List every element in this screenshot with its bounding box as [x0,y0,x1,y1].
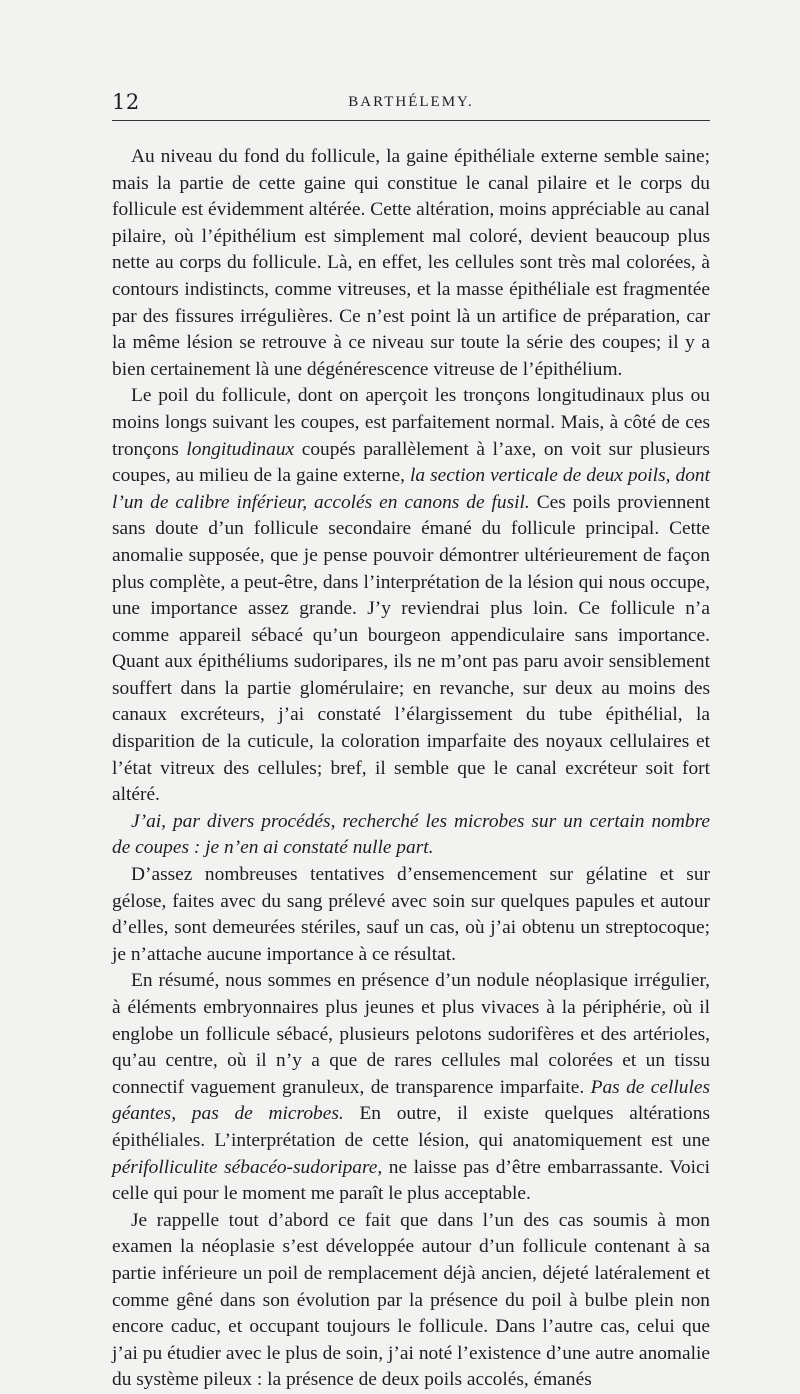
italic-run: longitudinaux [186,438,295,460]
italic-run: la section verticale de deux poils, dont l’un de calibre inférieur, accolés en canons de fusil. [112,465,710,513]
page-header [112,90,710,122]
page-number: 12 [112,90,140,114]
running-head: BARTHÉLEMY. [348,94,474,110]
header-rule [112,120,710,121]
paragraph [112,1208,710,1394]
paragraph [112,383,710,809]
italic-run: périfolliculite sébacéo-sudoripare, [112,1156,383,1178]
text-run: ne laisse pas d’être embarrassante. Voici celle qui pour le moment me paraît le plus acceptable. [112,1156,710,1205]
italic-run: Pas de cellules géantes, pas de microbes. [112,1076,711,1125]
text-run: Je rappelle tout d’abord ce fait que dans l’un des cas soumis à mon examen la néoplasie s’est développée autour d’un follicule contenant à sa partie inférieure un poil de remplacement déjà ancien, déjeté latéralement et comme gêné dans son évolution par la présence du poil à bulbe plein non encore caduc, et occupant toujours le follicule. Dans l’autre cas, celui que j’ai pu étudier avec le plus de soin, j’ai noté l’existence d’une autre anomalie du système pileux : la présence de deux poils accolés, émanés [112,1209,710,1391]
text-run: En outre, il existe quelques altérations épithéliales. L’interprétation de cette lésion, qui anatomiquement est une [112,1103,710,1151]
text-run: Au niveau du fond du follicule, la gaine épithéliale externe semble saine; mais la partie de cette gaine qui constitue le canal pilaire et le corps du follicule est évidemment altérée. Cette altération, moins appréciable au canal pilaire, où l’épithélium est simplement mal coloré, devient beaucoup plus nette au corps du follicule. Là, en effet, les cellules sont très mal colorées, à contours indistincts, comme vitreuses, et la masse épithéliale est fragmentée par des fissures irrégulières. Ce n’est point là un artifice de préparation, car la même lésion se retrouve à ce niveau sur toute la série des coupes; il y a bien certainement là une dégénérescence vitreuse de l’épithélium. [112,146,710,380]
text-run: Ces poils proviennent sans doute d’un follicule secondaire émané du follicule principal. Cette anomalie supposée, que je pense pouvoir démontrer ultérieurement de façon plus complète, a peut-être, dans l’interprétation de la lésion qui nous occupe, une importance assez grande. J’y reviendrai plus loin. Ce follicule n’a comme appareil sébacé qu’un bourgeon appendiculaire sans importance. Quant aux épithéliums sudoripares, ils ne m’ont pas paru avoir sensiblement souffert dans la partie glomérulaire; en revanche, sur deux au moins des canaux excréteurs, j’ai constaté l’élargissement du tube épithélial, la disparition de la cuticule, la coloration imparfaite des noyaux cellulaires et l’état vitreux des cellules; bref, il semble que le canal excréteur soit fort altéré. [112,491,710,806]
body-text [112,144,710,1394]
italic-run: J’ai, par divers procédés, recherché les microbes sur un certain nombre de coupes : je n’en ai constaté nulle part. [112,810,710,859]
paragraph [112,862,710,968]
text-run: coupés parallèlement à l’axe, on voit sur plusieurs coupes, au milieu de la gaine externe, [112,438,710,487]
paragraph [112,968,710,1207]
paragraph [112,809,710,862]
text-run: Le poil du follicule, dont on aperçoit les tronçons longitudinaux plus ou moins longs suivant les coupes, est parfaitement normal. Mais, à côté de ces tronçons [112,385,710,460]
paragraph [112,144,710,383]
text-run: En résumé, nous sommes en présence d’un nodule néoplasique irrégulier, à éléments embryonnaires plus jeunes et plus vivaces à la périphérie, où il englobe un follicule sébacé, plusieurs pelotons sudorifères et des artérioles, qu’au centre, où il n’y a que de rares cellules mal colorées et un tissu connectif vaguement granuleux, de transparence imparfaite. [112,970,710,1098]
text-run: D’assez nombreuses tentatives d’ensemencement sur gélatine et sur gélose, faites avec du sang prélevé avec soin sur quelques papules et autour d’elles, sont demeurées stériles, sauf un cas, où j’ai obtenu un streptocoque; je n’attache aucune importance à ce résultat. [112,864,710,965]
